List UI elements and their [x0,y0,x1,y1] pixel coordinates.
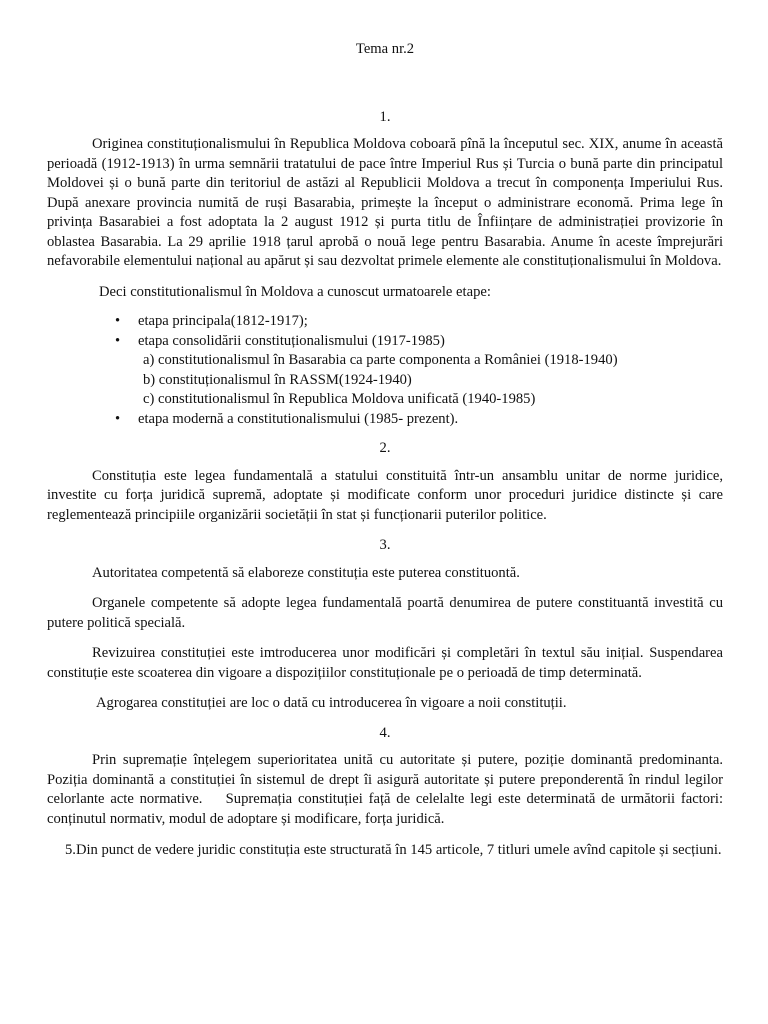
list-item [47,312,723,332]
sub-item-b: b) constituționalismul în RASSM(1924-1940) [143,371,412,388]
section-4-paragraph: Prin supremație înțelegem superioritatea unită cu autoritate și putere, poziție dominantă predominanta. Poziția dominantă a constituției în sistemul de drept îi asigură autoritate și putere preponderentă în rindul legilor celorlante acte normative. Supremația constituției față de celelalte legi este determinată de următorii factori: conținutul normativ, modul de adoptare și modificare, forța juridică. [47,752,753,827]
stage-label: etapa consolidării constituționalismului (1917-1985) [138,332,445,349]
stage-label: etapa principala(1812-1917); [138,313,308,329]
sub-item-c: c) constitutionalismul în Republica Moldova unificată (1940-1985) [143,391,536,407]
section-3-number: 3. [379,537,391,553]
section-3-paragraph-1: Autoritatea competentă să elaboreze constituția este puterea constituontă. [92,564,520,581]
bullet-icon: • [115,332,121,349]
bullet-icon: • [115,410,121,427]
section-1-paragraph: Originea constituționalismului în Republica Moldova coboară pînă la începutul sec. XIX, anume în această perioadă (1912-1913) în urma semnării tratatului de pace între Imperiul Rus și Turcia o bună parte din principatul Moldovei și o bună parte din teritoriul de astăzi al Republicii Moldova a trecut în componența Imperiului Rus. După anexare provincia numită de ruși Basarabia, primește la început o administrare economă. Prima lege în privința Basarabiei a fost adoptata la 2 august 1912 și purta titlu de Înființare de administrației provizorie în oblastea Basarabia. La 29 aprilie 1918 țarul aprobă o nouă lege pentru Basarabia. Anume în aceste împrejurări nefavorabile elementului național au apărut și sau dezvoltat primele elemente ale constituționalismului în Moldova. [47,136,723,269]
section-3-paragraph-3: Revizuirea constituției este imtroducerea unor modificări și completări în textul său inițial. Suspendarea constituție este scoaterea din vigoare a dispozițiilor constituționale pe o perioadă de timp determinată. [47,645,723,681]
section-2-number: 2. [379,440,391,456]
section-3-paragraph-2: Organele competente să adopte legea fundamentală poartă denumirea de putere constituantă investită cu putere politică specială. [47,595,723,631]
section-4-number: 4. [379,724,391,741]
section-5-paragraph: 5.Din punct de vedere juridic constituția este structurată în 145 articole, 7 titluri umele avînd capitole și secțiuni. [65,842,722,858]
section-2-paragraph: Constituția este legea fundamentală a statului constituită într-un ansamblu unitar de norme juridice, investite cu forța juridică supremă, adoptate și modificate conform unor proceduri juridice distincte și care reglementează principiile organizării societății în stat și funcționarii puterilor politice. [47,467,723,523]
section-3-paragraph-4: Agrogarea constituției are loc o dată cu introducerea în vigoare a noii constituții. [96,695,567,711]
stages-list [47,312,723,429]
stage-label: etapa modernă a constitutionalismului (1985- prezent). [138,410,459,427]
sub-item-a: a) constitutionalismul în Basarabia ca parte componenta a României (1918-1940) [143,352,618,368]
document-title: Tema nr.2 [355,41,415,57]
list-item [47,332,723,352]
section-1-number: 1. [379,108,391,125]
bullet-icon: • [115,313,121,329]
list-item [47,410,723,430]
stages-intro: Deci constitutionalismul în Moldova a cunoscut urmatoarele etape: [99,283,491,300]
